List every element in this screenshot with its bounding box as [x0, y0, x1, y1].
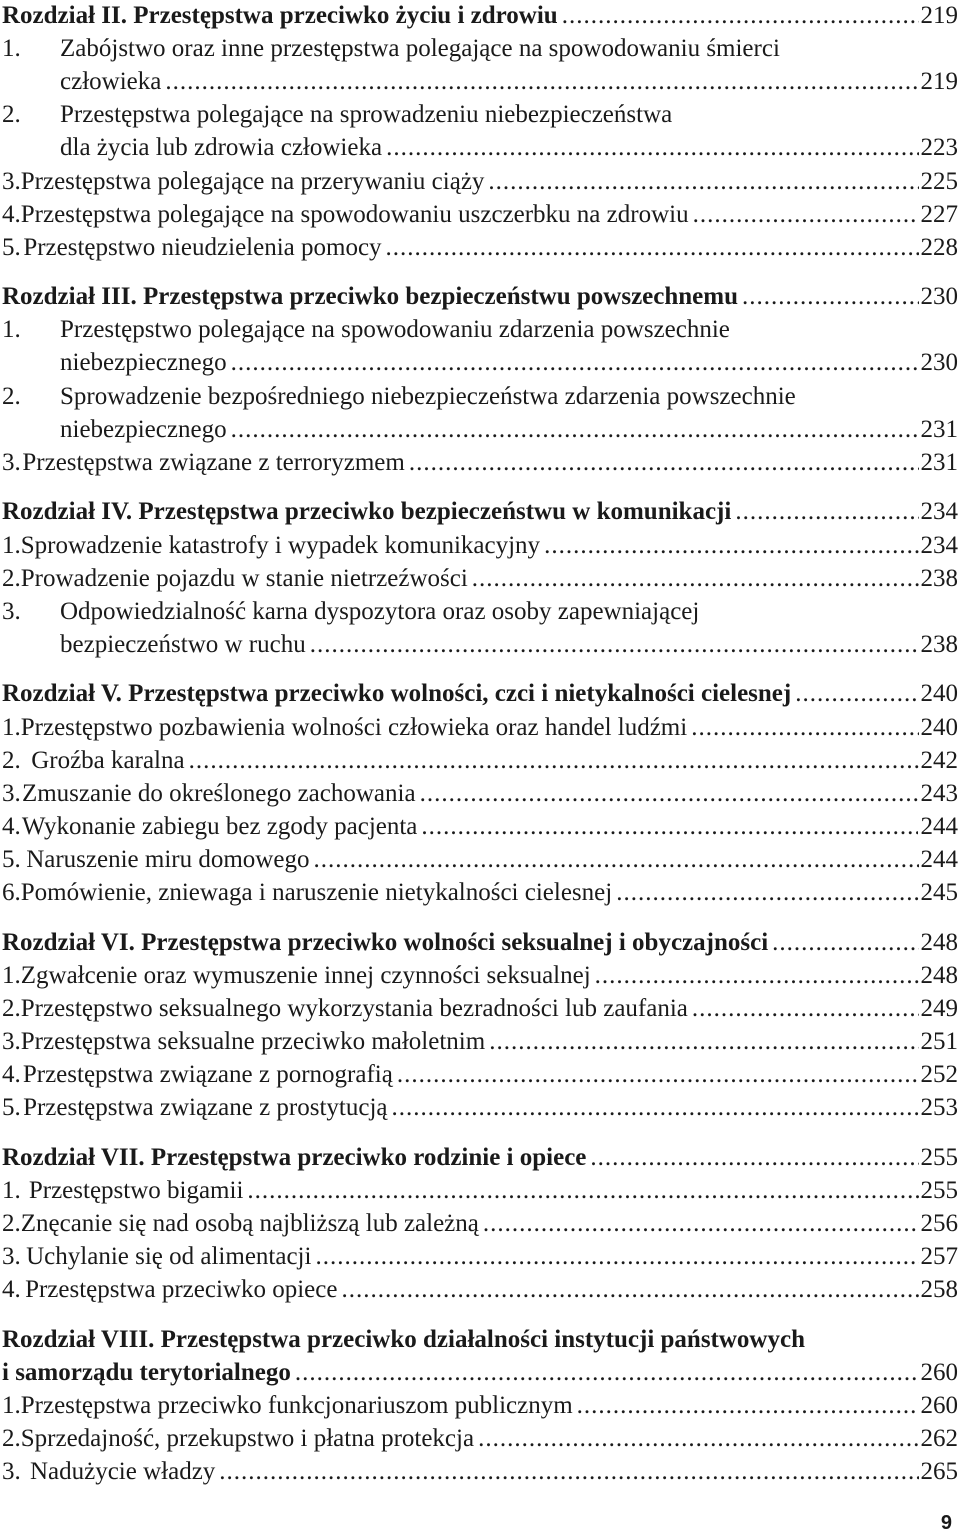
- entry-line: [0, 712, 958, 744]
- entry-title: Odpowiedzialność karna dyspozytora oraz osoby zapewniającej: [60, 597, 700, 625]
- chapter-entry: [0, 1142, 958, 1175]
- dot-leader: [742, 281, 919, 313]
- entry-page-number: 230: [920, 283, 958, 311]
- entry-title: Przestępstwo seksualnego wykorzystania bezradności lub zaufania: [20, 994, 688, 1022]
- entry-line: [0, 993, 958, 1025]
- entry-number: 2.: [2, 1425, 21, 1452]
- section-entry: [0, 1175, 958, 1208]
- entry-line: [2, 496, 958, 528]
- section-entry: [0, 1092, 958, 1125]
- entry-title: Pomówienie, zniewaga i naruszenie nietykalności cielesnej: [20, 879, 613, 906]
- dot-leader: [420, 778, 919, 810]
- entry-title: Przestępstwo polegające na spowodowaniu zdarzenia powszechnie: [60, 316, 730, 344]
- section-entry: [0, 447, 958, 480]
- section-entry: [0, 1390, 958, 1423]
- entry-number: 3.: [2, 597, 21, 625]
- dot-leader: [795, 678, 918, 710]
- entry-line: [0, 447, 958, 479]
- entry-number: 2.: [2, 746, 21, 774]
- entry-line: [0, 563, 958, 595]
- dot-leader: [295, 1357, 919, 1389]
- entry-title: Nadużycie władzy: [29, 1458, 216, 1486]
- entry-page-number: 260: [920, 1358, 958, 1386]
- entry-number: 3.: [2, 1243, 21, 1270]
- entry-title: Rozdział VII. Przestępstwa przeciwko rodzinie i opiece: [2, 1143, 587, 1171]
- section-entry: [0, 1026, 958, 1059]
- dot-leader: [231, 347, 919, 379]
- entry-page-number: 234: [920, 531, 958, 559]
- entry-page-number: 257: [920, 1243, 958, 1270]
- entry-page-number: 252: [920, 1061, 958, 1088]
- entry-page-number: 258: [920, 1276, 958, 1304]
- dot-leader: [392, 1092, 919, 1124]
- entry-line: [0, 33, 958, 65]
- entry-page-number: 262: [920, 1425, 958, 1452]
- section-entry: [0, 232, 958, 265]
- entry-title: Przestępstwo nieudzielenia pomocy: [23, 233, 382, 261]
- entry-number: 4.: [2, 1276, 21, 1304]
- entry-line: [0, 166, 958, 198]
- entry-page-number: 238: [920, 630, 958, 658]
- entry-title: Przestępstwa związane z prostytucją: [23, 1094, 388, 1122]
- section-entry: [0, 99, 958, 165]
- entry-line: [0, 232, 958, 264]
- section-entry: [0, 381, 958, 447]
- entry-title: Sprowadzenie bezpośredniego niebezpieczeństwa zdarzenia powszechnie: [60, 382, 796, 410]
- entry-line: [60, 629, 958, 661]
- dot-leader: [577, 1390, 919, 1422]
- dot-leader: [595, 960, 919, 992]
- entry-page-number: 253: [920, 1094, 958, 1122]
- dot-leader: [409, 447, 919, 479]
- section-entry: [0, 877, 958, 910]
- section-entry: [0, 166, 958, 199]
- entry-number: 4.: [2, 812, 21, 840]
- chapter-entry: [0, 927, 958, 960]
- dot-leader: [544, 530, 918, 562]
- entry-number: 4.: [2, 1061, 21, 1088]
- entry-title: Rozdział IV. Przestępstwa przeciwko bezpieczeństwu w komunikacji: [2, 498, 732, 526]
- entry-number: 2.: [2, 1209, 21, 1237]
- entry-number: 1.: [2, 531, 21, 559]
- entry-line: [2, 678, 958, 710]
- entry-line: [0, 960, 958, 992]
- entry-title: Przestępstwa polegające na przerywaniu ciąży: [20, 167, 485, 195]
- chapter-entry: [0, 678, 958, 711]
- entry-line: [2, 927, 958, 959]
- section-entry: [0, 530, 958, 563]
- entry-number: 2.: [2, 101, 21, 129]
- dot-leader: [247, 1175, 918, 1207]
- entry-title: i samorządu terytorialnego: [2, 1358, 291, 1386]
- entry-line: [2, 1357, 958, 1389]
- section-entry: [0, 33, 958, 99]
- section-entry: [0, 1059, 958, 1092]
- dot-leader: [219, 1456, 918, 1488]
- entry-page-number: 242: [920, 746, 958, 774]
- entry-line: [0, 811, 958, 843]
- entry-title: dla życia lub zdrowia człowieka: [60, 134, 383, 162]
- dot-leader: [386, 232, 919, 264]
- section-entry: [0, 1456, 958, 1489]
- section-entry: [0, 778, 958, 811]
- entry-line: [60, 414, 958, 446]
- entry-title: człowieka: [60, 68, 162, 96]
- entry-title: Wykonanie zabiegu bez zgody pacjenta: [21, 812, 418, 840]
- dot-leader: [341, 1274, 918, 1306]
- entry-title: Przestępstwo bigamii: [28, 1176, 244, 1204]
- entry-title: Przestępstwa polegające na sprowadzeniu niebezpieczeństwa: [60, 101, 673, 129]
- entry-page-number: 244: [920, 812, 958, 840]
- dot-leader: [386, 132, 918, 164]
- entry-page-number: 230: [920, 349, 958, 377]
- entry-page-number: 240: [920, 680, 958, 708]
- dot-leader: [735, 496, 918, 528]
- entry-line: [0, 199, 958, 231]
- section-entry: [0, 1208, 958, 1241]
- entry-title: Rozdział III. Przestępstwa przeciwko bezpieczeństwu powszechnemu: [2, 283, 738, 311]
- entry-number: 5.: [2, 845, 21, 873]
- section-entry: [0, 745, 958, 778]
- entry-title: Zmuszanie do określonego zachowania: [21, 779, 416, 807]
- entry-number: 3.: [2, 1027, 21, 1055]
- entry-title: Rozdział II. Przestępstwa przeciwko życiu i zdrowiu: [2, 2, 558, 29]
- entry-page-number: 249: [920, 994, 958, 1022]
- entry-title: Przestępstwa przeciwko funkcjonariuszom publicznym: [20, 1391, 573, 1419]
- section-entry: [0, 811, 958, 844]
- dot-leader: [691, 712, 918, 744]
- entry-line: [0, 844, 958, 876]
- entry-line: [0, 1390, 958, 1422]
- dot-leader: [472, 563, 919, 595]
- entry-title: Sprzedajność, przekupstwo i płatna protekcja: [20, 1425, 475, 1452]
- entry-number: 1.: [2, 1391, 21, 1419]
- entry-page-number: 245: [920, 879, 958, 906]
- entry-page-number: 248: [920, 928, 958, 956]
- chapter-entry: [0, 0, 958, 33]
- entry-number: 1.: [2, 1176, 21, 1204]
- entry-page-number: 231: [920, 415, 958, 443]
- entry-line: [0, 1423, 958, 1455]
- entry-line: [0, 314, 958, 346]
- dot-leader: [590, 1142, 918, 1174]
- entry-number: 3.: [2, 779, 21, 807]
- entry-line: [0, 778, 958, 810]
- entry-line: [0, 1274, 958, 1306]
- page-number: 9: [940, 1512, 952, 1534]
- dot-leader: [692, 993, 919, 1025]
- section-entry: [0, 712, 958, 745]
- dot-leader: [165, 66, 918, 98]
- dot-leader: [189, 745, 919, 777]
- entry-title: Zgwałcenie oraz wymuszenie innej czynności seksualnej: [20, 961, 591, 989]
- entry-line: [0, 381, 958, 413]
- dot-leader: [310, 629, 919, 661]
- entry-line: [0, 1059, 958, 1091]
- dot-leader: [421, 811, 918, 843]
- entry-title: Przestępstwa związane z terroryzmem: [22, 448, 405, 476]
- entry-page-number: 219: [920, 2, 958, 29]
- entry-line: [2, 1142, 958, 1174]
- entry-title: Naruszenie miru domowego: [26, 845, 310, 873]
- entry-title: Przestępstwa polegające na spowodowaniu uszczerbku na zdrowiu: [20, 200, 689, 228]
- entry-page-number: 228: [920, 233, 958, 261]
- entry-line: [0, 1456, 958, 1488]
- entry-title: Przestępstwa przeciwko opiece: [25, 1276, 338, 1304]
- entry-title: Przestępstwa związane z pornografią: [22, 1061, 393, 1088]
- entry-page-number: 265: [920, 1458, 958, 1486]
- entry-line: [60, 347, 958, 379]
- section-entry: [0, 993, 958, 1026]
- dot-leader: [488, 166, 918, 198]
- entry-page-number: 244: [920, 845, 958, 873]
- dot-leader: [489, 1026, 918, 1058]
- entry-title: Przestępstwa seksualne przeciwko małoletnim: [20, 1027, 486, 1055]
- entry-page-number: 240: [920, 713, 958, 741]
- entry-number: 3.: [2, 448, 21, 476]
- entry-number: 2.: [2, 382, 21, 410]
- entry-line: [0, 1241, 958, 1273]
- entry-number: 3.: [2, 1458, 21, 1486]
- entry-number: 4.: [2, 200, 21, 228]
- entry-number: 6.: [2, 879, 21, 906]
- entry-page-number: 231: [920, 448, 958, 476]
- entry-title: Rozdział VI. Przestępstwa przeciwko wolności seksualnej i obyczajności: [2, 928, 769, 956]
- entry-page-number: 225: [920, 167, 958, 195]
- entry-page-number: 255: [920, 1176, 958, 1204]
- entry-number: 2.: [2, 564, 21, 592]
- entry-title: Sprowadzenie katastrofy i wypadek komunikacyjny: [20, 531, 541, 559]
- entry-page-number: 260: [920, 1391, 958, 1419]
- entry-page-number: 234: [920, 498, 958, 526]
- entry-title: Znęcanie się nad osobą najbliższą lub zależną: [20, 1209, 479, 1237]
- entry-number: 1.: [2, 316, 21, 344]
- chapter-entry: [0, 1324, 958, 1390]
- entry-line: [2, 0, 958, 32]
- entry-line: [0, 1175, 958, 1207]
- entry-line: [0, 99, 958, 131]
- entry-line: [0, 596, 958, 628]
- dot-leader: [562, 0, 919, 32]
- entry-line: [0, 745, 958, 777]
- entry-title: Przestępstwo pozbawienia wolności człowieka oraz handel ludźmi: [20, 713, 688, 741]
- section-entry: [0, 844, 958, 877]
- entry-title: Groźba karalna: [31, 746, 185, 774]
- entry-number: 3.: [2, 167, 21, 195]
- entry-line: [0, 1092, 958, 1124]
- dot-leader: [483, 1208, 919, 1240]
- dot-leader: [397, 1059, 919, 1091]
- entry-line: [0, 1026, 958, 1058]
- entry-line: [60, 132, 958, 164]
- entry-page-number: 219: [920, 68, 958, 96]
- entry-line: [0, 1208, 958, 1240]
- dot-leader: [315, 1241, 918, 1273]
- entry-number: 1.: [2, 35, 21, 63]
- chapter-entry: [0, 281, 958, 314]
- section-entry: [0, 314, 958, 380]
- entry-line: [60, 66, 958, 98]
- entry-title: Uchylanie się od alimentacji: [26, 1243, 312, 1270]
- entry-number: 2.: [2, 994, 21, 1022]
- entry-page-number: 251: [920, 1027, 958, 1055]
- dot-leader: [231, 414, 919, 446]
- entry-title: Rozdział VIII. Przestępstwa przeciwko działalności instytucji państwowych: [2, 1325, 805, 1353]
- entry-page-number: 255: [920, 1143, 958, 1171]
- entry-line: [0, 877, 958, 909]
- entry-line: [0, 530, 958, 562]
- entry-page-number: 256: [920, 1209, 958, 1237]
- entry-number: 1.: [2, 961, 21, 989]
- entry-title: bezpieczeństwo w ruchu: [60, 630, 306, 658]
- dot-leader: [616, 877, 918, 909]
- dot-leader: [478, 1423, 918, 1455]
- entry-title: Zabójstwo oraz inne przestępstwa polegające na spowodowaniu śmierci: [60, 35, 780, 63]
- entry-number: 5.: [2, 233, 21, 261]
- entry-number: 1.: [2, 713, 21, 741]
- section-entry: [0, 563, 958, 596]
- entry-page-number: 243: [920, 779, 958, 807]
- section-entry: [0, 1274, 958, 1307]
- section-entry: [0, 1241, 958, 1274]
- entry-title: Prowadzenie pojazdu w stanie nietrzeźwości: [20, 564, 468, 592]
- entry-page-number: 227: [920, 200, 958, 228]
- entry-number: 5.: [2, 1094, 21, 1122]
- entry-line: [2, 1324, 958, 1356]
- dot-leader: [693, 199, 919, 231]
- entry-title: Rozdział V. Przestępstwa przeciwko wolności, czci i nietykalności cielesnej: [2, 680, 792, 708]
- chapter-entry: [0, 496, 958, 529]
- section-entry: [0, 960, 958, 993]
- entry-page-number: 223: [920, 134, 958, 162]
- section-entry: [0, 596, 958, 662]
- entry-title: niebezpiecznego: [60, 349, 227, 377]
- dot-leader: [313, 844, 918, 876]
- entry-title: niebezpiecznego: [60, 415, 227, 443]
- dot-leader: [772, 927, 918, 959]
- entry-page-number: 238: [920, 564, 958, 592]
- section-entry: [0, 199, 958, 232]
- section-entry: [0, 1423, 958, 1456]
- entry-page-number: 248: [920, 961, 958, 989]
- entry-line: [2, 281, 958, 313]
